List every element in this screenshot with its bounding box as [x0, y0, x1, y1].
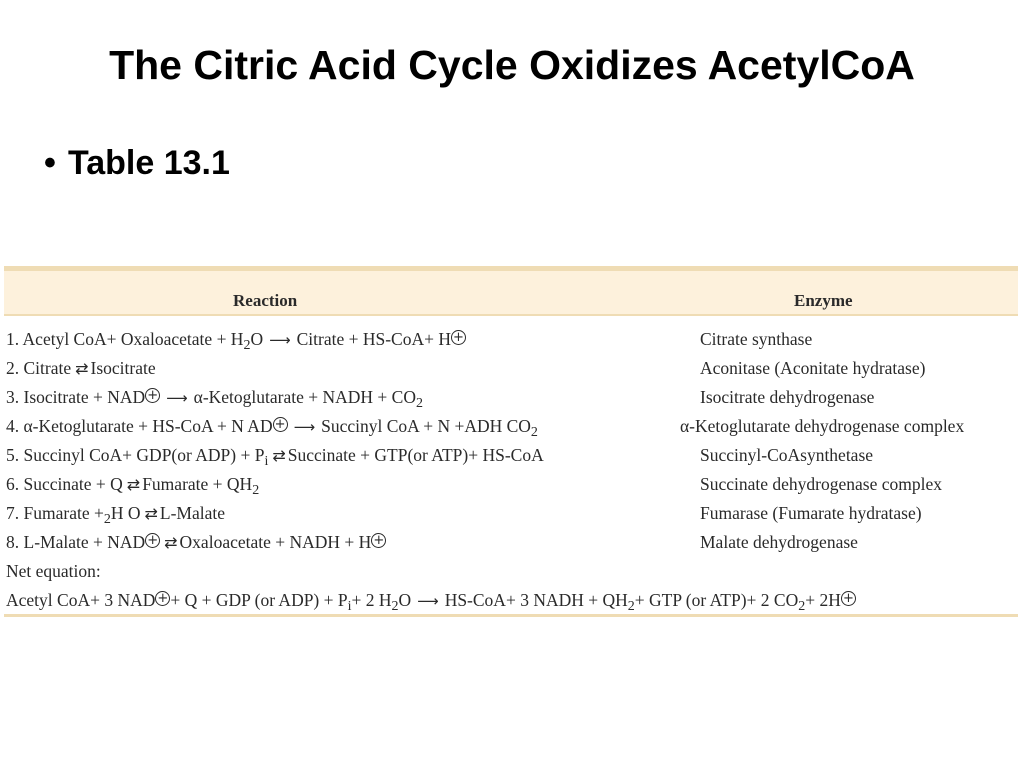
reaction-cell — [6, 387, 423, 411]
net-equation-label: Net equation: — [6, 561, 101, 581]
long-right-arrow-icon: ⟶ — [417, 592, 439, 610]
reaction-table — [4, 266, 1018, 616]
subscript: 2 — [243, 338, 251, 353]
long-right-arrow-icon: ⟶ — [166, 389, 188, 407]
table-row — [4, 474, 1018, 500]
reaction-text: 3. Isocitrate + NAD — [6, 387, 146, 407]
enzyme-cell: Citrate synthase — [700, 329, 813, 349]
reaction-cell — [6, 503, 226, 527]
table-row — [4, 503, 1018, 529]
reaction-text: O — [250, 329, 264, 349]
equation-text: + 2 H — [351, 590, 392, 610]
circled-plus-icon: + — [273, 417, 288, 432]
table-bottom-rule — [4, 614, 1018, 617]
reaction-text: 1. Acetyl CoA+ Oxaloacetate + H — [6, 329, 244, 349]
reaction-text: Succinyl CoA + N +ADH CO — [321, 416, 531, 436]
enzyme-cell: Succinyl-CoAsynthetase — [700, 445, 874, 465]
header-enzyme: Enzyme — [794, 291, 853, 310]
net-equation — [6, 590, 856, 614]
subscript: 2 — [103, 512, 111, 527]
reaction-text: α-Ketoglutarate + NADH + CO — [193, 387, 416, 407]
circled-plus-icon: + — [841, 591, 856, 606]
net-equation-row — [4, 590, 1018, 616]
equation-text: + Q + GDP (or ADP) + P — [170, 590, 348, 610]
subscript: 2 — [627, 599, 635, 614]
table-row — [4, 445, 1018, 471]
reaction-text: 7. Fumarate + — [6, 503, 104, 523]
net-equation-label-row — [4, 561, 1018, 587]
equation-text: HS-CoA+ 3 NADH + QH — [444, 590, 628, 610]
header-reaction: Reaction — [233, 291, 298, 310]
reaction-text: L-Malate — [159, 503, 226, 523]
reaction-text: Succinate + GTP(or ATP)+ HS-CoA — [287, 445, 544, 465]
circled-plus-icon: + — [145, 533, 160, 548]
bullet-item — [44, 144, 230, 183]
reaction-cell — [6, 445, 544, 469]
enzyme-cell: Fumarase (Fumarate hydratase) — [700, 503, 922, 523]
table-body — [4, 316, 1018, 616]
equation-text: Acetyl CoA+ 3 NAD — [6, 590, 156, 610]
subscript: 2 — [252, 483, 260, 498]
enzyme-cell: Aconitase (Aconitate hydratase) — [700, 358, 926, 378]
table-row — [4, 358, 1018, 384]
subscript: 2 — [530, 425, 538, 440]
table-header — [4, 271, 1018, 316]
enzyme-cell: Malate dehydrogenase — [700, 532, 858, 552]
reaction-text: 6. Succinate + Q — [6, 474, 123, 494]
equation-text: O — [398, 590, 412, 610]
circled-plus-icon: + — [155, 591, 170, 606]
reaction-text: Oxaloacetate + NADH + H — [179, 532, 372, 552]
reaction-text: Isocitrate — [90, 358, 156, 378]
equilibrium-arrows-icon: ⇄ — [144, 504, 156, 523]
circled-plus-icon: + — [145, 388, 160, 403]
subscript: i — [347, 599, 352, 614]
reaction-text: 4. α-Ketoglutarate + HS-CoA + N AD — [6, 416, 273, 436]
subscript: i — [264, 454, 269, 469]
reaction-cell — [6, 416, 538, 440]
reaction-cell — [6, 474, 260, 498]
reaction-cell — [6, 358, 156, 379]
circled-plus-icon: + — [451, 330, 466, 345]
equilibrium-arrows-icon: ⇄ — [75, 359, 87, 378]
subscript: 2 — [391, 599, 399, 614]
bullet-dot: • — [44, 144, 56, 182]
equilibrium-arrows-icon: ⇄ — [272, 446, 284, 465]
table-row — [4, 416, 1018, 442]
equilibrium-arrows-icon: ⇄ — [164, 533, 176, 552]
long-right-arrow-icon: ⟶ — [293, 418, 316, 436]
slide-title: The Citric Acid Cycle Oxidizes AcetylCoA — [109, 42, 915, 88]
reaction-cell — [6, 329, 466, 353]
enzyme-cell: Succinate dehydrogenase complex — [700, 474, 942, 494]
reaction-text: H O — [110, 503, 141, 523]
long-right-arrow-icon: ⟶ — [269, 331, 291, 349]
table-row — [4, 387, 1018, 413]
equilibrium-arrows-icon: ⇄ — [126, 475, 139, 494]
reaction-text: Fumarate + QH — [142, 474, 253, 494]
subscript: 2 — [798, 599, 806, 614]
subscript: 2 — [416, 396, 423, 411]
enzyme-cell: α-Ketoglutarate dehydrogenase complex — [680, 416, 965, 436]
circled-plus-icon: + — [371, 533, 386, 548]
enzyme-cell: Isocitrate dehydrogenase — [700, 387, 875, 407]
equation-text: + 2H — [805, 590, 841, 610]
reaction-cell — [6, 532, 386, 553]
reaction-text: 5. Succinyl CoA+ GDP(or ADP) + P — [6, 445, 265, 465]
reaction-text: 2. Citrate — [6, 358, 72, 378]
table-row — [4, 532, 1018, 558]
equation-text: + GTP (or ATP)+ 2 CO — [634, 590, 799, 610]
bullet-text: Table 13.1 — [68, 144, 230, 182]
reaction-text: 8. L-Malate + NAD — [6, 532, 146, 552]
table-row — [4, 329, 1018, 355]
reaction-text: Citrate + HS-CoA+ H — [296, 329, 451, 349]
